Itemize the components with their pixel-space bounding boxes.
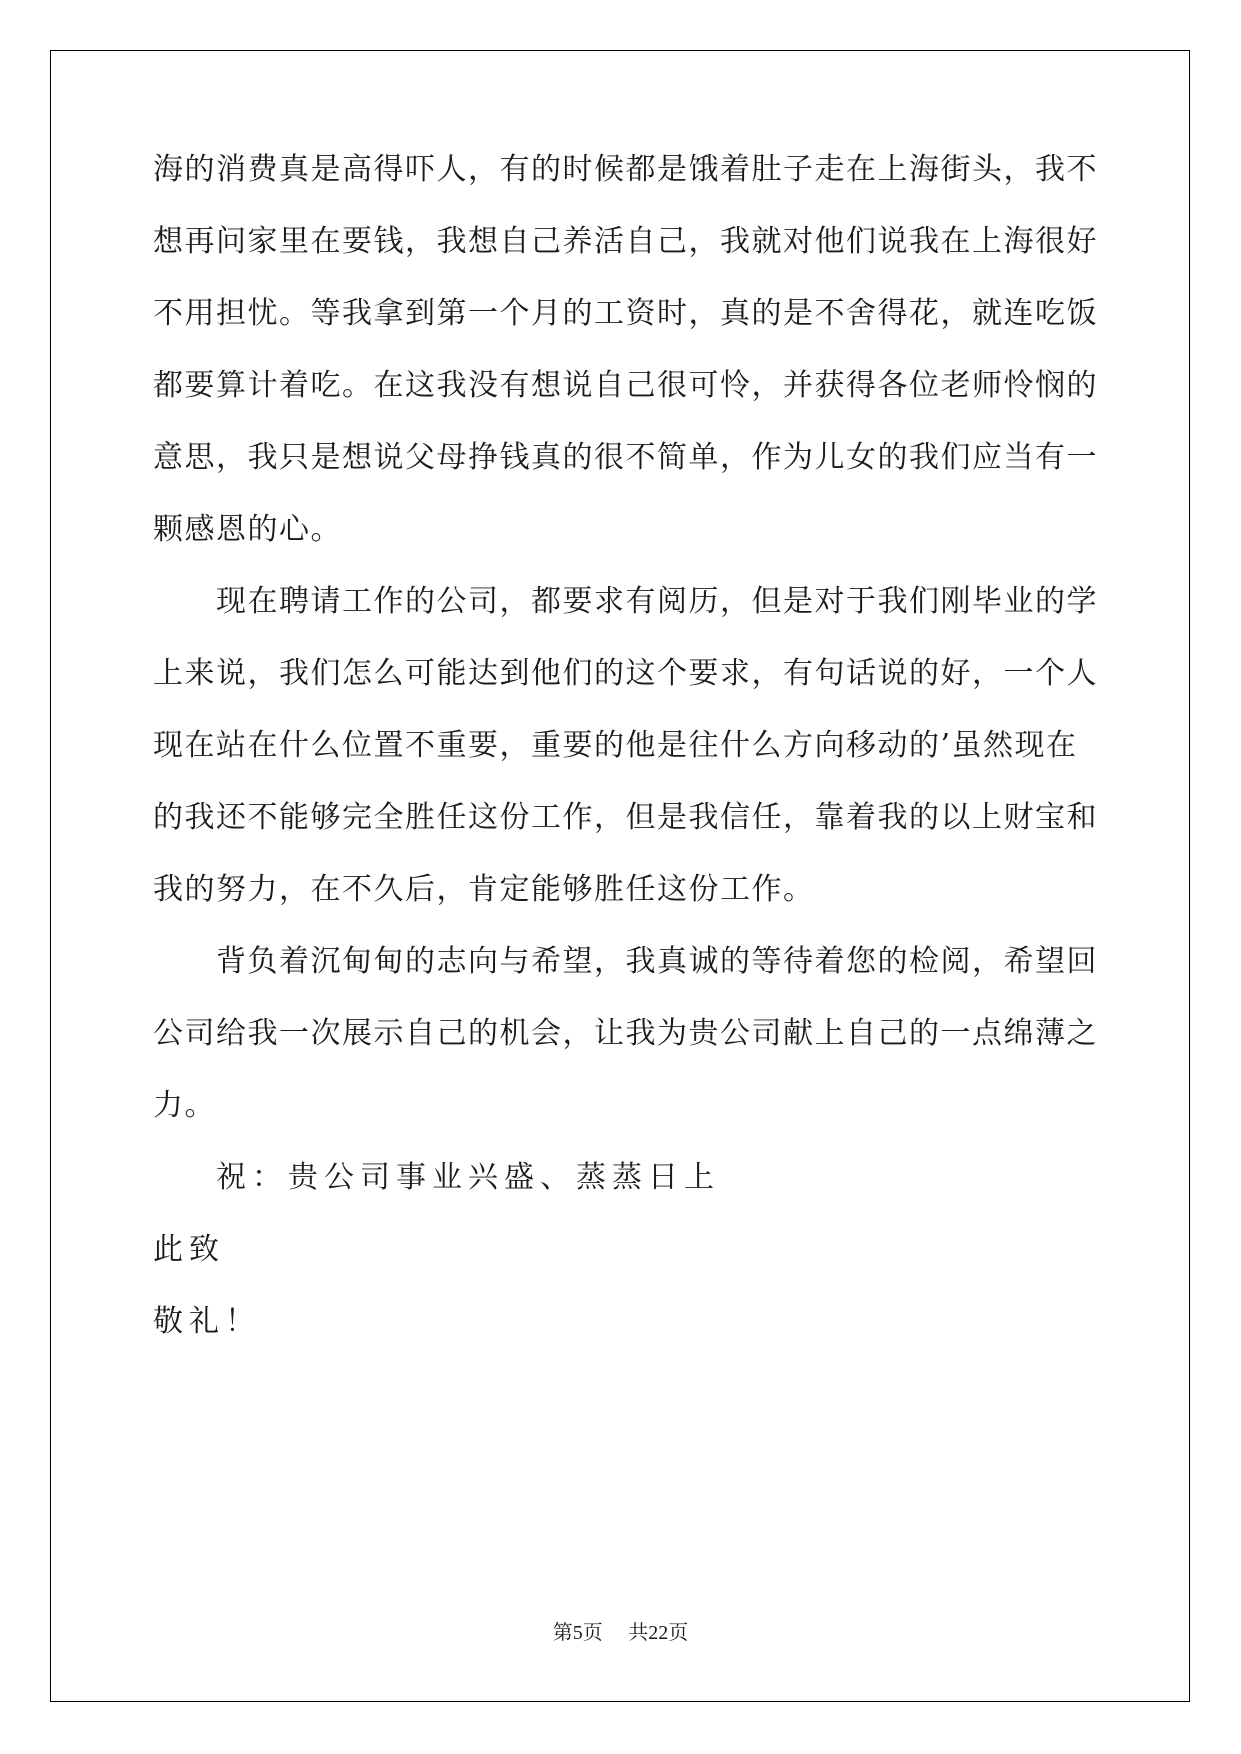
total-label-prefix: 共 — [628, 1620, 649, 1644]
page-footer — [0, 1620, 1241, 1645]
page-number: 5 — [572, 1622, 583, 1644]
text-line: 上来说，我们怎么可能达到他们的这个要求，有句话说的好，一个人 — [153, 656, 1098, 691]
total-pages: 22 — [648, 1622, 669, 1644]
text-line: 颗感恩的心。 — [153, 512, 342, 547]
total-label-suffix: 页 — [668, 1620, 689, 1644]
closing-wish: 祝：贵公司事业兴盛、蒸蒸日上 — [216, 1160, 720, 1195]
closing-salutation: 此致 — [153, 1232, 225, 1267]
text-line: 意思，我只是想说父母挣钱真的很不简单，作为儿女的我们应当有一 — [153, 440, 1098, 475]
text-line: 都要算计着吃。在这我没有想说自己很可怜，并获得各位老师怜悯的 — [153, 368, 1098, 403]
page-label-prefix: 第 — [552, 1620, 573, 1644]
text-line: 公司给我一次展示自己的机会，让我为贵公司献上自己的一点绵薄之 — [153, 1016, 1098, 1051]
page-label-suffix: 页 — [582, 1620, 603, 1644]
text-line: 海的消费真是高得吓人，有的时候都是饿着肚子走在上海街头，我不 — [153, 152, 1098, 187]
text-line: 现在站在什么位置不重要，重要的他是往什么方向移动的’虽然现在 — [153, 728, 1078, 763]
text-line: 不用担忧。等我拿到第一个月的工资时，真的是不舍得花，就连吃饭 — [153, 296, 1098, 331]
text-line: 我的努力，在不久后，肯定能够胜任这份工作。 — [153, 872, 815, 907]
paragraph-start-line: 现在聘请工作的公司，都要求有阅历，但是对于我们刚毕业的学 — [216, 584, 1098, 619]
paragraph-start-line: 背负着沉甸甸的志向与希望，我真诚的等待着您的检阅，希望回 — [216, 944, 1098, 979]
text-line: 想再问家里在要钱，我想自己养活自己，我就对他们说我在上海很好 — [153, 224, 1098, 259]
text-line: 力。 — [153, 1088, 216, 1123]
text-line: 的我还不能够完全胜任这份工作，但是我信任，靠着我的以上财宝和 — [153, 800, 1098, 835]
closing-regards: 敬礼！ — [153, 1304, 261, 1339]
